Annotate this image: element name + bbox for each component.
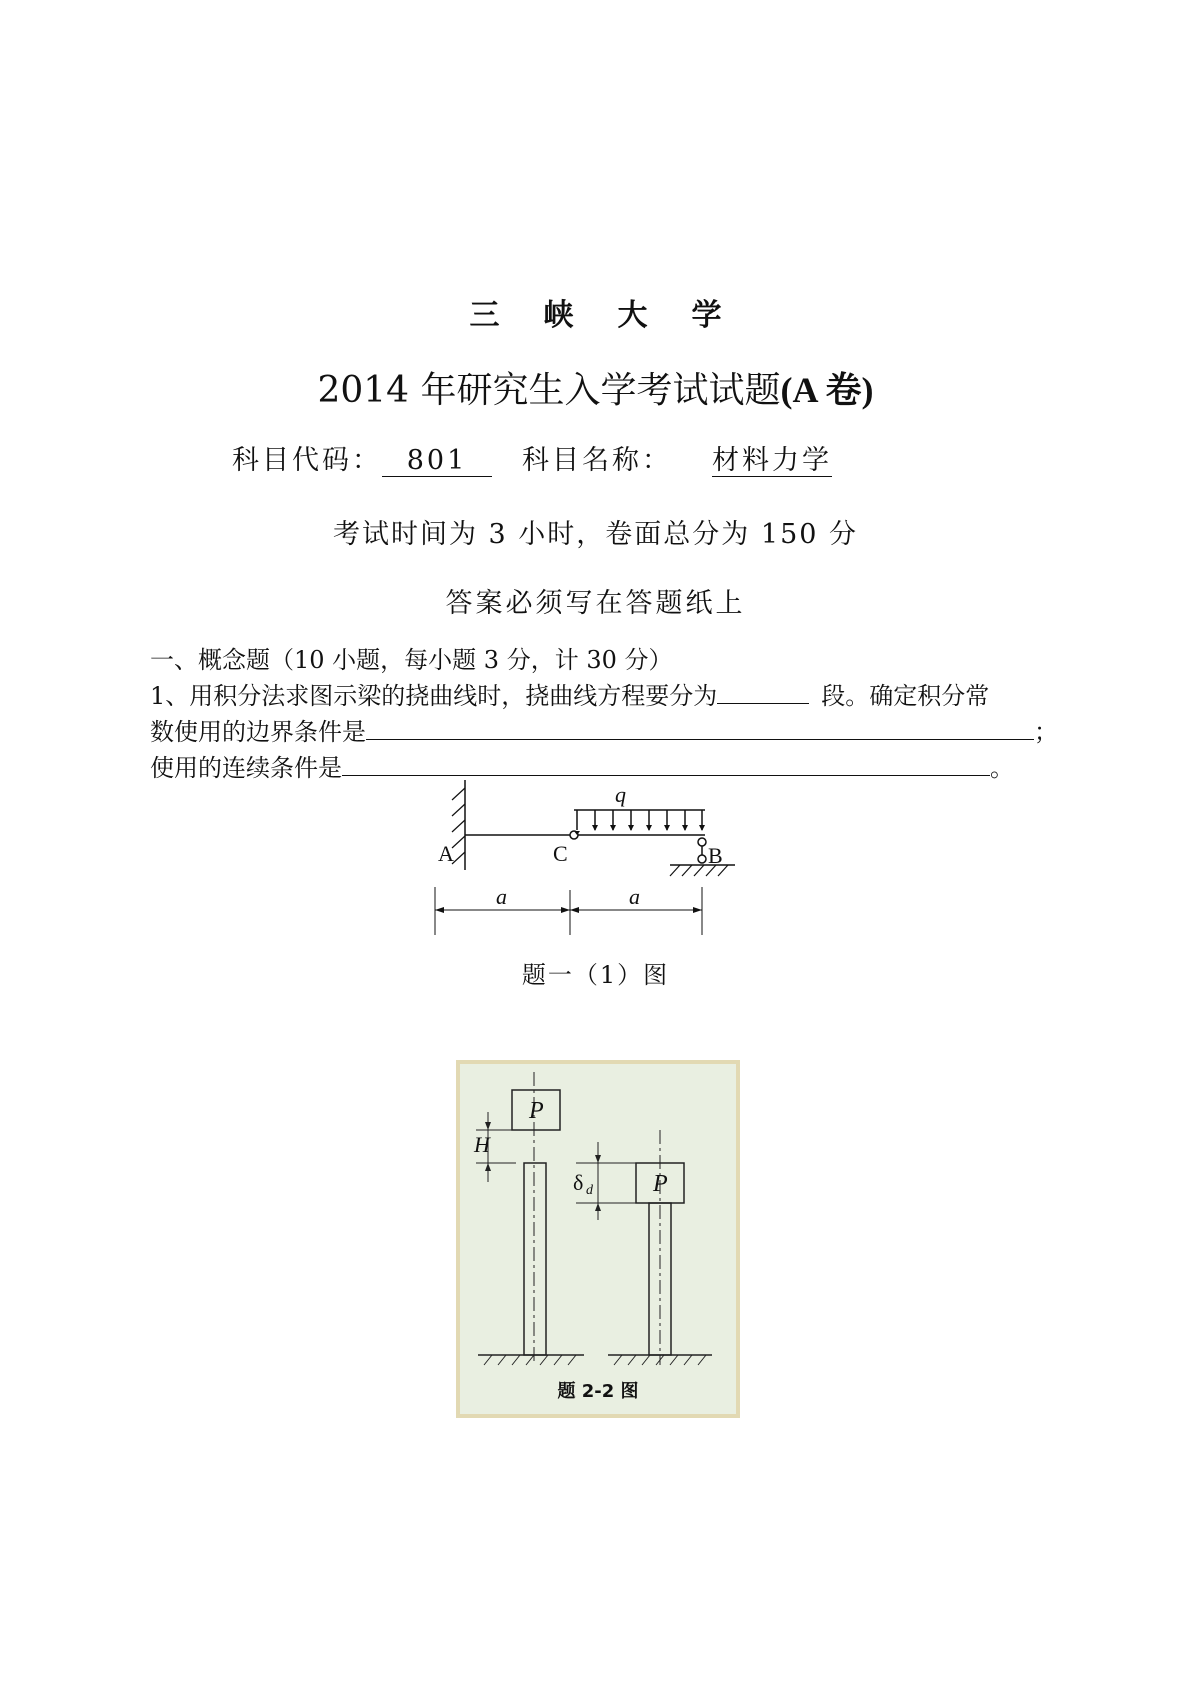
subject-name-value: 材料力学	[712, 445, 832, 476]
question-1-text-d: 使用的连续条件是	[150, 754, 342, 782]
label-delta: δ	[573, 1170, 584, 1195]
question-1-semicolon: ；	[1034, 718, 1058, 746]
answer-blank-boundary-conditions	[366, 721, 1034, 740]
question-1-text-c: 数使用的边界条件是	[150, 718, 366, 746]
label-delta-subscript: d	[586, 1183, 593, 1198]
question-1-line-3	[150, 748, 1014, 783]
section-heading: 一、概念题（10 小题，每小题 3 分，计 30 分）	[150, 646, 673, 674]
label-p-left: P	[529, 1098, 544, 1124]
question-1-text-a: 1、用积分法求图示梁的挠曲线时，挠曲线方程要分为	[150, 682, 718, 710]
subject-code-value: 801	[382, 446, 492, 477]
question-1-period: 。	[990, 754, 1014, 782]
label-b: B	[708, 843, 723, 868]
exam-title-main: 2014 年研究生入学考试试题	[317, 370, 781, 411]
roller-pin-top	[698, 838, 706, 846]
exam-time-info: 考试时间为 3 小时，卷面总分为 150 分	[332, 519, 859, 550]
label-h: H	[474, 1132, 490, 1157]
roller-pin-bottom	[698, 855, 706, 863]
subject-code-label: 科目代码：	[232, 445, 382, 476]
answer-blank-segments	[717, 685, 809, 704]
beam-diagram	[430, 780, 790, 945]
exam-paper-version: (A 卷)	[780, 370, 874, 410]
figure-2-caption: 题 2-2 图	[557, 1381, 639, 1402]
figure-1-caption: 题一（1）图	[521, 961, 670, 989]
question-1-text-b: 段。确定积分常	[821, 682, 990, 710]
label-c: C	[553, 841, 568, 866]
label-p-right: P	[653, 1171, 668, 1197]
fixed-support-hatching	[452, 788, 465, 864]
label-dimension-a-left: a	[496, 884, 507, 909]
exam-title	[0, 362, 1191, 413]
subject-line	[232, 438, 832, 477]
answer-instruction: 答案必须写在答题纸上	[445, 588, 746, 619]
label-q: q	[615, 782, 626, 807]
label-dimension-a-right: a	[629, 884, 640, 909]
impact-column-diagram	[456, 1060, 740, 1418]
subject-name-label: 科目名称：	[522, 445, 672, 476]
answer-blank-continuity-conditions	[342, 757, 990, 776]
question-1-line-1	[150, 676, 989, 711]
question-1-line-2	[150, 712, 1058, 747]
university-name: 三峡大学	[469, 298, 766, 333]
label-a: A	[438, 841, 454, 866]
